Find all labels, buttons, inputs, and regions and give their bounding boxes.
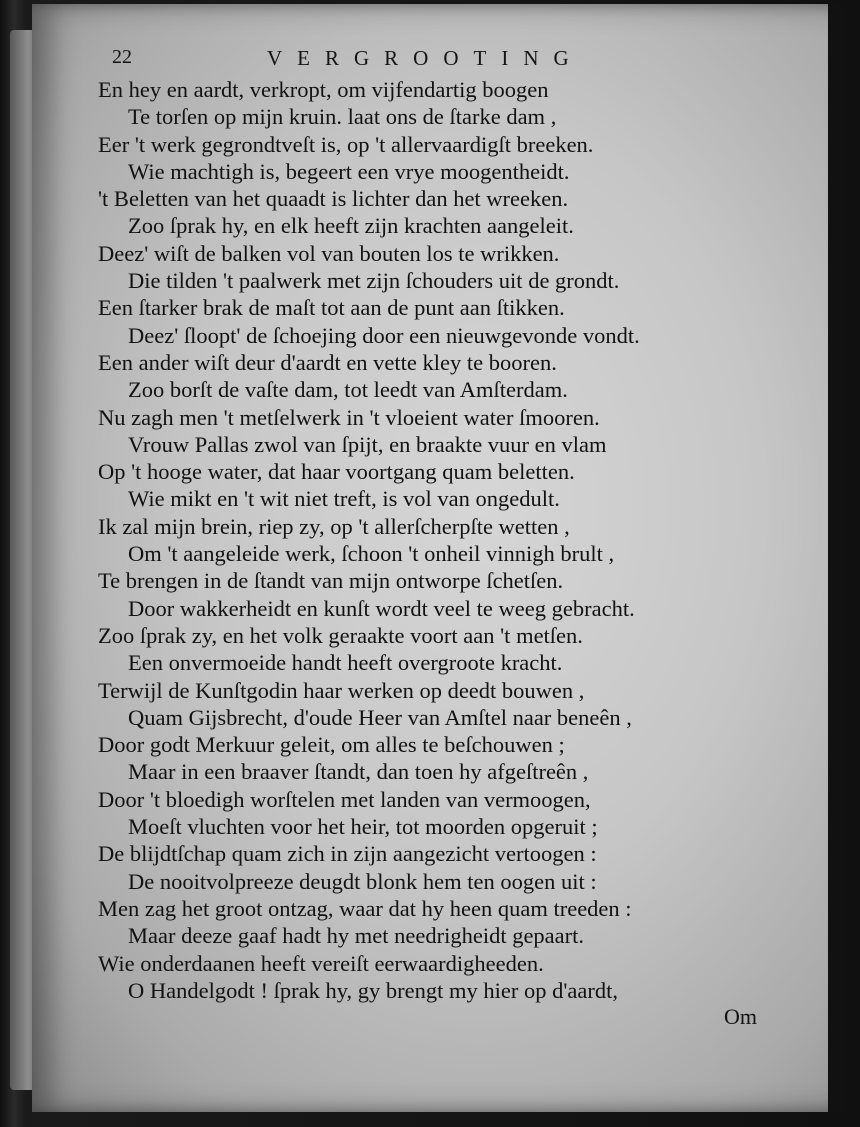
poem-line-32: Maar deeze gaaf hadt hy met needrigheidt gepaart.: [128, 923, 585, 949]
poem-line-12: Zoo borſt de vaſte dam, tot leedt van Amſterdam.: [128, 377, 568, 403]
page-edge-shadow: [828, 4, 844, 1112]
poem-line-33: Wie onderdaanen heeft vereiſt eerwaardigheeden.: [98, 950, 544, 976]
poem-line-16: Wie mikt en 't wit niet treft, is vol van ongedult.: [128, 486, 560, 512]
poem-line-18: Om 't aangeleide werk, ſchoon 't onheil vinnigh brult ,: [128, 541, 615, 567]
poem-line-21: Zoo ſprak zy, en het volk geraakte voort aan 't metſen.: [98, 622, 583, 648]
poem-line-24: Quam Gijsbrecht, d'oude Heer van Amſtel naar beneên ,: [128, 704, 632, 730]
poem-line-8: Die tilden 't paalwerk met zijn ſchouders uit de grondt.: [128, 268, 620, 294]
poem-line-27: Door 't bloedigh worſtelen met landen van vermoogen,: [98, 786, 591, 812]
poem-line-23: Terwijl de Kunſtgodin haar werken op deedt bouwen ,: [98, 677, 585, 703]
poem-line-4: Wie machtigh is, begeert een vrye moogentheidt.: [128, 158, 570, 184]
poem-line-17: Ik zal mijn brein, riep zy, op 't allerſcherpſte wetten ,: [98, 513, 570, 539]
poem-line-29: De blijdtſchap quam zich in zijn aangezicht vertoogen :: [98, 841, 597, 867]
poem-line-31: Men zag het groot ontzag, waar dat hy heen quam treeden :: [98, 895, 632, 921]
poem-line-30: De nooitvolpreeze deugdt blonk hem ten oogen uit :: [128, 868, 597, 894]
poem-line-26: Maar in een braaver ſtandt, dan toen hy afgeſtreên ,: [128, 759, 589, 785]
poem-line-11: Een ander wiſt deur d'aardt en vette kley te booren.: [98, 349, 557, 375]
running-head: VERGROOTING: [267, 46, 584, 70]
page-number: 22: [112, 46, 132, 68]
poem-line-1: En hey en aardt, verkropt, om vijfendartig boogen: [98, 77, 549, 102]
poem-text: [98, 76, 738, 1004]
poem-line-5: 't Beletten van het quaadt is lichter dan het wreeken.: [98, 186, 569, 212]
poem-line-13: Nu zagh men 't metſelwerk in 't vloeient water ſmooren.: [98, 404, 600, 430]
poem-line-7: Deez' wiſt de balken vol van bouten los te wrikken.: [98, 240, 560, 266]
poem-line-34: O Handelgodt ! ſprak hy, gy brengt my hier op d'aardt,: [128, 977, 618, 1003]
poem-line-10: Deez' ſloopt' de ſchoejing door een nieuwgevonde vondt.: [128, 322, 640, 348]
catchword: Om: [724, 1004, 757, 1029]
poem-line-25: Door godt Merkuur geleit, om alles te beſchouwen ;: [98, 732, 565, 758]
poem-line-20: Door wakkerheidt en kunſt wordt veel te weeg gebracht.: [128, 595, 635, 621]
poem-line-22: Een onvermoeide handt heeft overgroote kracht.: [128, 650, 563, 676]
poem-line-2: Te torſen op mijn kruin. laat ons de ſtarke dam ,: [128, 104, 557, 130]
poem-line-28: Moeſt vluchten voor het heir, tot moorden opgeruit ;: [128, 814, 598, 840]
poem-line-15: Op 't hooge water, dat haar voortgang quam beletten.: [98, 459, 575, 485]
poem-line-3: Eer 't werk gegrondtveſt is, op 't allervaardigſt breeken.: [98, 131, 594, 157]
poem-line-19: Te brengen in de ſtandt van mijn ontworpe ſchetſen.: [98, 568, 564, 594]
poem-line-6: Zoo ſprak hy, en elk heeft zijn krachten aangeleit.: [128, 213, 574, 239]
poem-line-14: Vrouw Pallas zwol van ſpijt, en braakte vuur en vlam: [128, 431, 607, 457]
poem-line-9: Een ſtarker brak de maſt tot aan de punt aan ſtikken.: [98, 295, 565, 321]
